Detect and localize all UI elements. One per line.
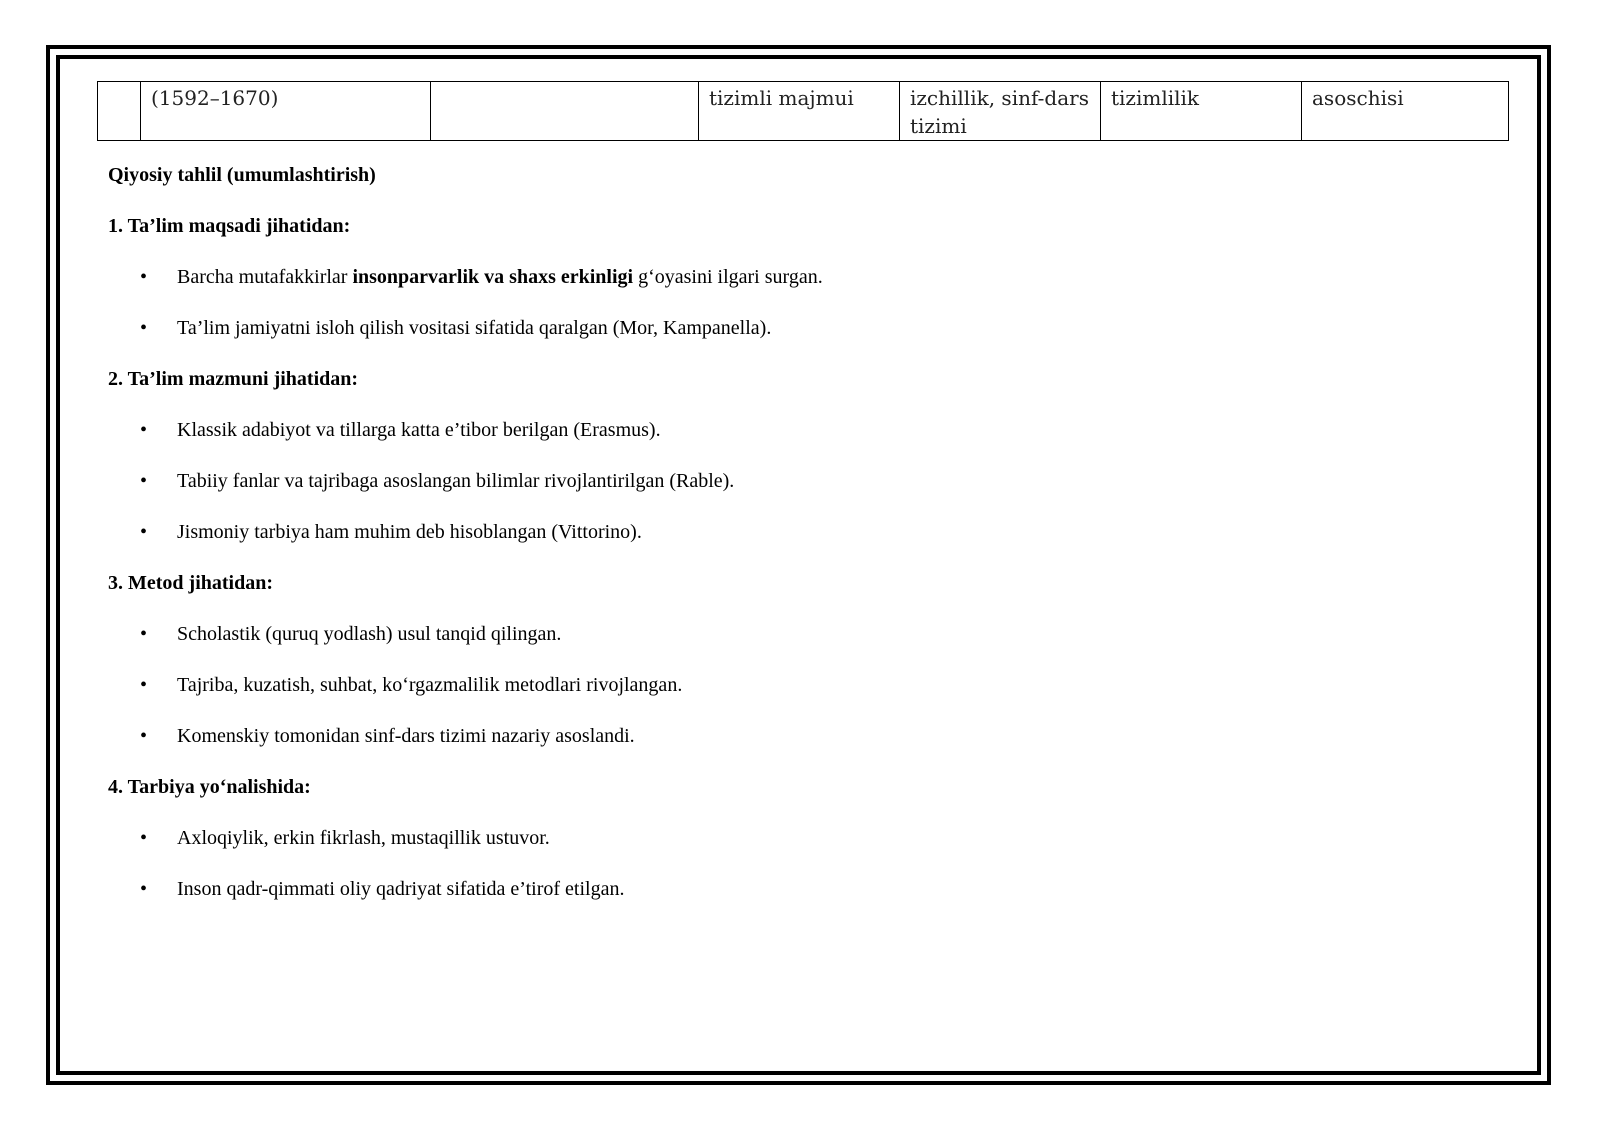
bullet-icon: •	[140, 521, 148, 543]
list-item: • Scholastik (quruq yodlash) usul tanqid qilingan.	[140, 623, 562, 645]
table-cell: izchillik, sinf-dars tizimi	[900, 82, 1101, 141]
list-item: • Inson qadr-qimmati oliy qadriyat sifatida e’tirof etilgan.	[140, 878, 625, 900]
bullet-list	[108, 825, 1488, 902]
list-item: • Tabiiy fanlar va tajribaga asoslangan bilimlar rivojlantirilgan (Rable).	[140, 470, 735, 492]
list-item: • Ta’lim jamiyatni isloh qilish vositasi sifatida qaralgan (Mor, Kampanella).	[140, 317, 772, 339]
table-row	[98, 82, 1509, 141]
table-cell: asoschisi	[1302, 82, 1509, 141]
table-cell: tizimlilik	[1101, 82, 1302, 141]
table-cell	[431, 82, 699, 141]
list-item: • Axloqiylik, erkin fikrlash, mustaqillik ustuvor.	[140, 827, 550, 849]
list-item: • Barcha mutafakkirlar insonparvarlik va shaxs erkinligi g‘oyasini ilgari surgan.	[140, 266, 823, 288]
list-item: • Jismoniy tarbiya ham muhim deb hisoblangan (Vittorino).	[140, 521, 642, 543]
section-heading: 4. Tarbiya yo‘nalishida:	[108, 776, 311, 798]
section-heading: 1. Ta’lim maqsadi jihatidan:	[108, 215, 351, 237]
bullet-icon: •	[140, 419, 148, 441]
list-item: • Komenskiy tomonidan sinf-dars tizimi nazariy asoslandi.	[140, 725, 635, 747]
bullet-icon: •	[140, 827, 148, 849]
document-body	[108, 162, 1488, 927]
bullet-icon: •	[140, 317, 148, 339]
section-title: Qiyosiy tahlil (umumlashtirish)	[108, 164, 376, 186]
bullet-icon: •	[140, 623, 148, 645]
list-item: • Tajriba, kuzatish, suhbat, ko‘rgazmalilik metodlari rivojlangan.	[140, 674, 683, 696]
section-heading: 3. Metod jihatidan:	[108, 572, 273, 594]
bullet-icon: •	[140, 674, 148, 696]
bullet-list	[108, 264, 1488, 341]
list-item: • Klassik adabiyot va tillarga katta e’tibor berilgan (Erasmus).	[140, 419, 661, 441]
bullet-icon: •	[140, 266, 148, 288]
comparison-table-fragment	[97, 81, 1509, 141]
emphasis-text: insonparvarlik va shaxs erkinligi	[352, 266, 634, 288]
bullet-icon: •	[140, 878, 148, 900]
bullet-icon: •	[140, 725, 148, 747]
table-cell	[98, 82, 141, 141]
bullet-list	[108, 417, 1488, 545]
bullet-list	[108, 621, 1488, 749]
section-heading: 2. Ta’lim mazmuni jihatidan:	[108, 368, 359, 390]
bullet-icon: •	[140, 470, 148, 492]
table-cell: (1592–1670)	[141, 82, 431, 141]
table-cell: tizimli majmui	[699, 82, 900, 141]
